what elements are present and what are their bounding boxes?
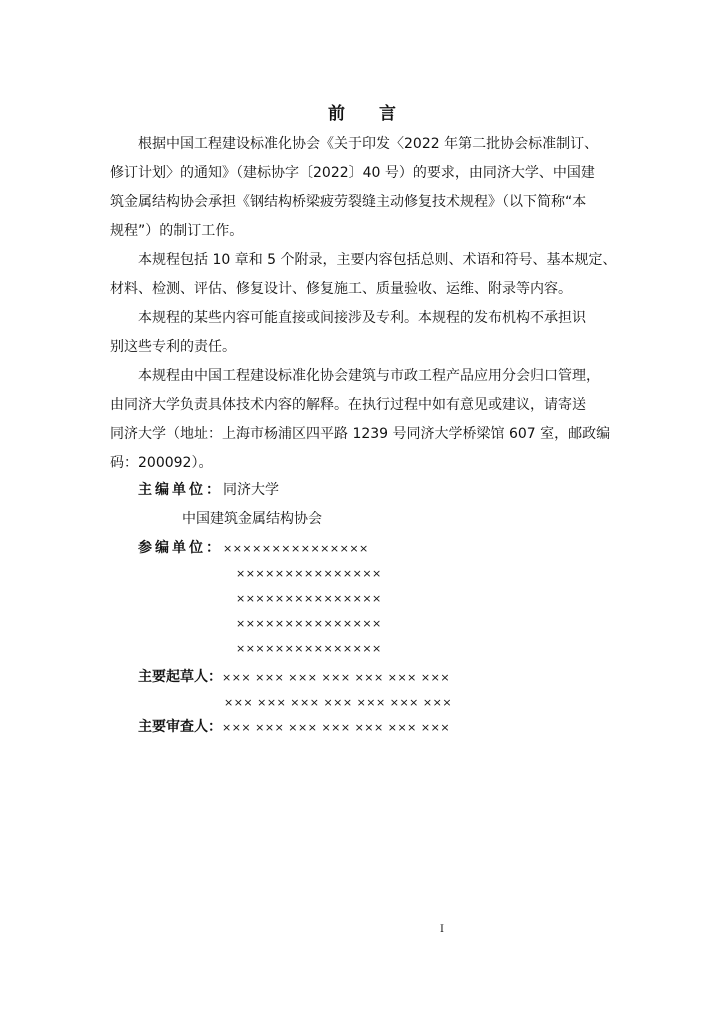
participating-unit-row: [138, 532, 618, 561]
paragraph-line: 本规程包括 10 章和 5 个附录，主要内容包括总则、术语和符号、基本规定、: [138, 252, 617, 268]
chief-unit-value: 同济大学: [223, 482, 279, 498]
chief-unit-label: 主编单位：: [138, 482, 223, 498]
paragraph-line: 同济大学（地址：上海市杨浦区四平路 1239 号同济大学桥梁馆 607 室，邮政编: [110, 426, 611, 442]
participating-unit-value: ×××××××××××××××: [236, 592, 382, 605]
page-title: 前 言: [328, 104, 410, 124]
participating-unit-row: [138, 586, 618, 611]
paragraph-2: [110, 246, 620, 304]
chief-unit-row: [138, 478, 618, 503]
page-number: I: [440, 924, 444, 935]
drafters-row: [138, 690, 618, 715]
reviewers-value: ××× ××× ××× ××× ××× ××× ×××: [222, 721, 451, 734]
participating-unit-value: ×××××××××××××××: [236, 642, 382, 655]
participating-unit-row: [138, 561, 618, 586]
paragraph-line: 码：200092）。: [110, 455, 213, 471]
paragraph-line: 修订计划〉的通知》（建标协字〔2022〕40 号）的要求，由同济大学、中国建: [110, 165, 595, 181]
chief-unit-row: [138, 503, 618, 532]
paragraph-line: 本规程由中国工程建设标准化协会建筑与市政工程产品应用分会归口管理，: [138, 368, 600, 384]
participating-unit-value: ×××××××××××××××: [236, 617, 382, 630]
participating-unit-row: [138, 636, 618, 661]
paragraph-line: 材料、检测、评估、修复设计、修复施工、质量验收、运维、附录等内容。: [110, 281, 572, 297]
paragraph-line: 本规程的某些内容可能直接或间接涉及专利。本规程的发布机构不承担识: [138, 310, 586, 326]
credits-block: [138, 478, 618, 740]
paragraph-3: [110, 304, 620, 362]
paragraph-4: [110, 362, 620, 478]
participating-unit-label: 参编单位：: [138, 540, 223, 556]
reviewers-row: [138, 715, 618, 740]
participating-unit-row: [138, 611, 618, 636]
preface-body: [110, 130, 620, 478]
drafters-label: 主要起草人：: [138, 669, 222, 685]
paragraph-line: 筑金属结构协会承担《钢结构桥梁疲劳裂缝主动修复技术规程》（以下简称“本: [110, 194, 587, 210]
drafters-row: [138, 661, 618, 690]
drafters-value: ××× ××× ××× ××× ××× ××× ×××: [222, 671, 451, 684]
paragraph-line: 根据中国工程建设标准化协会《关于印发〈2022 年第二批协会标准制订、: [138, 136, 599, 152]
participating-unit-value: ×××××××××××××××: [223, 542, 369, 555]
reviewers-label: 主要审查人：: [138, 719, 222, 735]
paragraph-line: 由同济大学负责具体技术内容的解释。在执行过程中如有意见或建议，请寄送: [110, 397, 586, 413]
drafters-value: ××× ××× ××× ××× ××× ××× ×××: [224, 696, 453, 709]
participating-unit-value: ×××××××××××××××: [236, 567, 382, 580]
paragraph-line: 规程”）的制订工作。: [110, 223, 244, 239]
paragraph-1: [110, 130, 620, 246]
chief-unit-value: 中国建筑金属结构协会: [182, 511, 322, 527]
paragraph-line: 别这些专利的责任。: [110, 339, 236, 355]
